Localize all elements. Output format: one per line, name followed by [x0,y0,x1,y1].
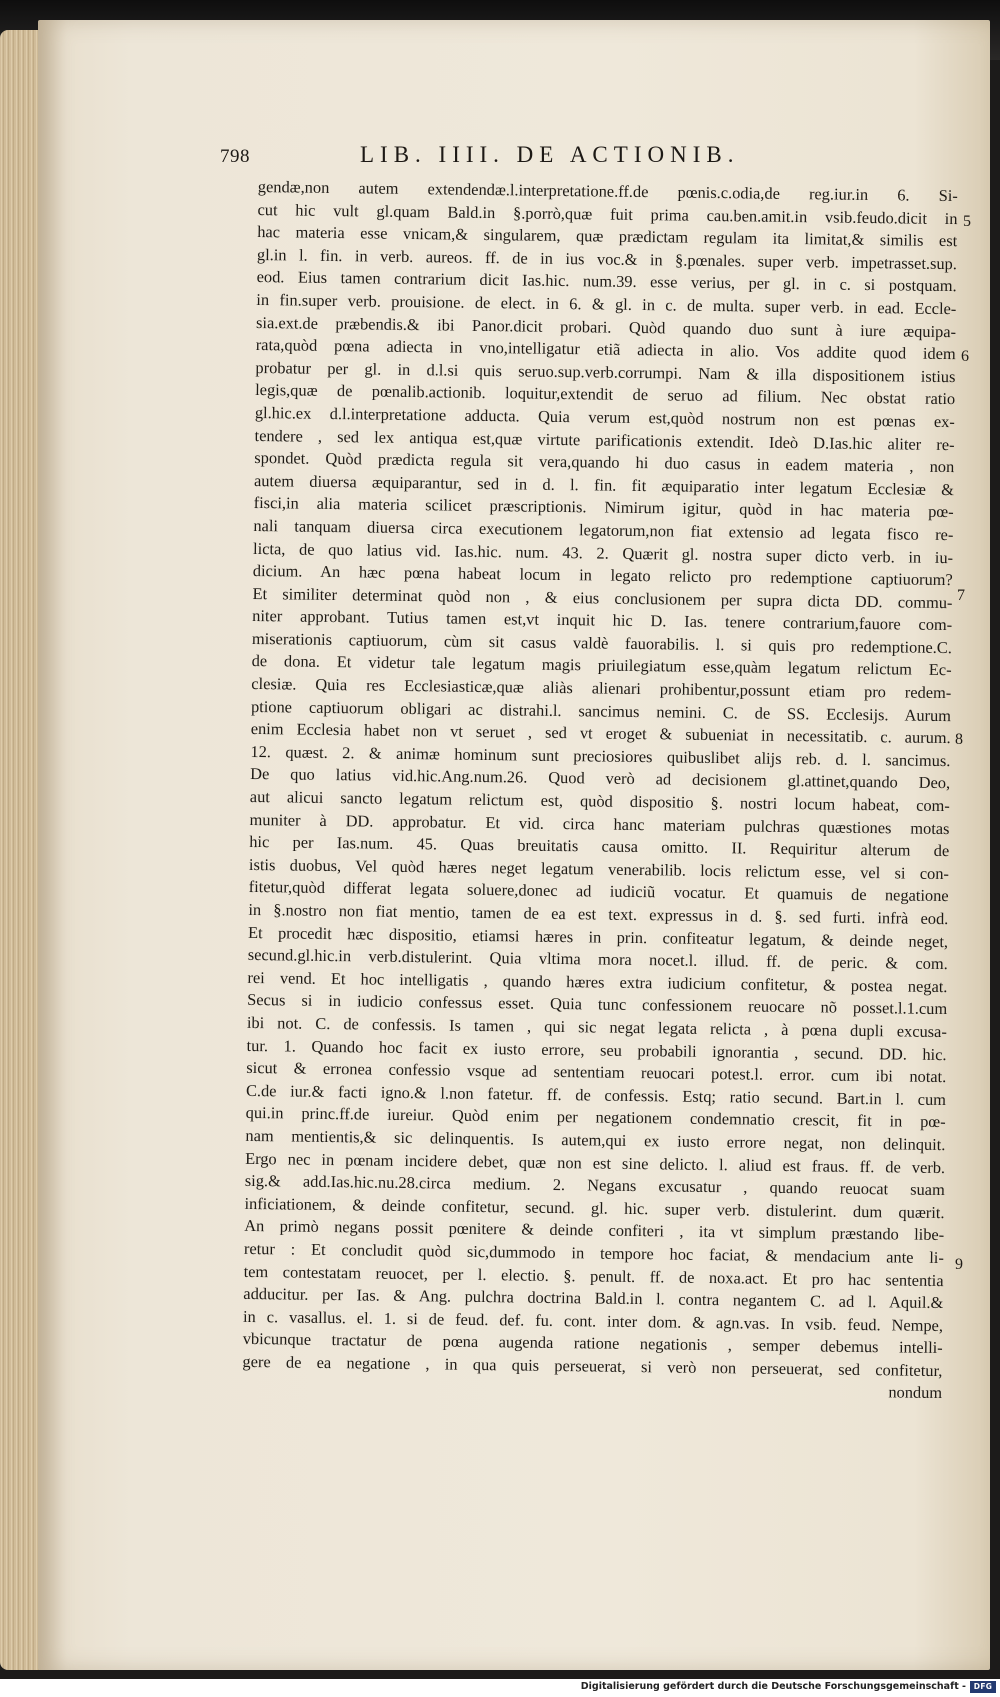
margin-number: 7 [957,587,965,604]
text-line: vbicunque tractatur de pœna augenda ratione negationis , semper debemus intelli- [242,1329,943,1358]
text-line: inficiationem, & deinde confitetur, secund. gl. hic. super verb. distulerint. dum quærit. [244,1193,945,1222]
text-line: secund.gl.hic.in verb.distulerint. Quia vltima mora nocet.l. illud. ff. de peric. & com. [247,945,948,974]
text-line: cut hic vult gl.quam Bald.in §.porrò,quæ fuit prima cau.ben.amit.in vsib.feudo.dicit in [257,199,958,228]
text-line: istis duobus, Vel quòd hæres neget legatum venerabilib. locis relictum esse, vel si con- [248,854,950,883]
text-line: legis,quæ de pœnalib.actionib. loquitur,extendit de seruo ad filium. Nec obstat ratio [255,380,956,409]
text-line: aut alicui sancto legatum relictum est, quòd dispositio §. nostri locum habeat, com- [249,786,950,816]
text-line: retur : Et concludit quòd sic,dummodo in tempore hoc faciat, & mendacium ante li- [243,1238,945,1267]
text-line: hac materia esse vnicam,& singularem, quæ prædictam regulam ita limitat,& similis est [257,222,958,251]
text-line: ptione captiuorum obligari ac distrahi.l. sancimus nemini. C. de SS. Ecclesijs. Aurum [250,696,952,725]
text-line: rei vend. Et hoc intelligatis , quando hæres extra iudicium confitetur, & postea negat. [247,967,948,996]
margin-number: 6 [961,348,969,365]
text-line: de dona. Et videtur tale legatum magis priuilegiatum esse,quàm legatum relictum Ec- [251,651,952,680]
margin-number: 9 [955,1256,963,1273]
text-line: probatur per gl. in d.l.si quis seruo.sup.verb.corrumpi. Nam & illa dispositionem istius [255,357,956,386]
text-line: niter approbant. Tutius tamen est,vt inquit hic D. Ias. tenere contrarium,fauore com- [252,606,953,635]
text-line: fitetur,quòd differat legata soluere,donec ad iudiciũ vocatur. Et quamuis de negatione [248,877,949,906]
text-line: tem contestatam reuocet, per l. electio. §. penult. ff. de noxa.act. Et pro hac sententia [243,1261,944,1290]
text-line: in §.nostro non fiat mentio, tamen de ea est text. expressus in d. §. sed furti. infrà eod. [248,899,949,929]
text-line: sia.ext.de præbendis.& ibi Panor.dicit probari. Quòd quando duo sunt à iure æquipa- [255,312,957,341]
text-line: Ergo nec in pœnam incidere debet, quæ non est sine delicto. l. aliud est fraus. ff. de verb. [245,1148,946,1177]
text-line: Et similiter determinat quòd non , & eius conclusionem per supra dicta DD. commu- [252,583,953,612]
text-line: in c. vasallus. el. 1. si de feud. def. fu. cont. inter dom. & agn.vas. In vsib. feud. Nempe, [242,1306,944,1335]
page-number: 798 [220,146,250,167]
text-line: nam mentientis,& sic delinquentis. Is autem,qui ex iusto errore negat, non delinquit. [245,1125,946,1155]
text-line: gl.hic.ex d.l.interpretatione adducta. Quia verum est,quòd nostrum non est pœnas ex- [254,402,955,432]
text-line: hic per Ias.num. 45. Quas breuitatis causa omitto. II. Requiritur alterum de [249,832,950,861]
text-line: De quo latius vid.hic.Ang.num.26. Quod verò ad decisionem gl.attinet,quando Deo, [250,764,951,793]
text-line: autem diuersa æquiparantur, sed in d. l. fin. fit æquiparatio inter legatum Ecclesiæ & [253,470,955,499]
text-line: nali tanquam diuersa circa executionem legatorum,non fiat extensio ad legata fisco re- [253,515,954,545]
text-line: Secus si in iudicio confessus esset. Quia tunc confessionem reuocare nõ posset.l.1.cum [247,990,948,1019]
text-line: miserationis captiuorum, cùm sit casus valdè fauorabilis. l. si quis pro redemptione.C. [251,628,953,657]
body-text [242,176,958,1405]
text-line: enim Ecclesia habet non vt seruet , sed vt eroget & subueniat in necessitatib. c. aurum. [250,719,951,748]
running-title: LIB. IIII. DE ACTIONIB. [360,142,740,167]
footer-credit: Digitalisierung gefördert durch die Deutsche Forschungsgemeinschaft - [580,1681,966,1692]
text-line: Et procedit hæc dispositio, etiamsi hæres in prin. confiteatur legatum, & deinde neget, [247,922,949,951]
text-line: rata,quòd pœna adiecta in vno,intelligatur etiã adiecta in alio. Vos addite quod idem [255,335,956,364]
text-line: fisci,in alia materia scilicet præscriptionis. Nimirum igitur, quòd in hac materia pœ- [253,493,954,522]
page-header [220,140,910,180]
text-line: An primò negans possit pœnitere & deinde confiteri , ita vt simplum præstando libe- [244,1216,945,1245]
text-line: dicium. An hæc pœna habeat locum in legato relicto pro redemptione captiuorum? [252,561,953,590]
text-line: gendæ,non autem extendendæ.l.interpretatione.ff.de pœnis.c.odia,de reg.iur.in 6. Si- [257,176,958,206]
text-line: clesiæ. Quia res Ecclesiasticæ,quæ aliàs alienari prohibentur,possunt etiam pro redem- [251,674,952,703]
text-line: gl.in l. fin. in verb. aureos. ff. de in ius voc.& in §.pœnales. super verb. impetrasset.sup. [256,244,958,273]
text-line: licta, de quo latius vid. Ias.hic. num. 43. 2. Quærit gl. nostra super dicto verb. in iu- [253,538,954,567]
text-line: spondet. Quòd prædicta regula sit vera,quando hi duo casus in eadem materia , non [254,448,955,477]
dfg-logo: DFG [970,1681,996,1693]
margin-number: 8 [955,731,963,748]
text-line: muniter à DD. approbatur. Et vid. circa hanc materiam pulchras quæstiones motas [249,809,950,838]
text-line: tur. 1. Quando hoc facit ex iusto errore, seu probabili ignorantia , secund. DD. hic. [246,1035,947,1064]
text-line: sig.& add.Ias.hic.nu.28.circa medium. 2. Negans excusatur , quando reuocat suam [244,1171,945,1200]
text-line: qui.in princ.ff.de iureiur. Quòd enim per negationem condemnatio crescit, fit in pœ- [245,1103,946,1132]
text-line: sicut & erronea confessio vsque ad sententiam reuocari potest.l. error. cum ibi notat. [246,1058,947,1087]
text-line: nondum [888,1382,943,1403]
text-line: tendere , sed lex antiqua est,quæ virtute parificationis extendit. Ideò D.Ias.hic aliter re- [254,425,955,454]
text-line: 12. quæst. 2. & animæ hominum sunt preciosiores quibuslibet alijs reb. d. l. sancimus. [250,741,951,770]
text-line: in fin.super verb. prouisione. de elect. in 6. & gl. in c. de multa. super verb. in ead. Eccle- [256,289,957,319]
text-line: C.de iur.& facti igno.& l.non fatetur. ff. de confessis. Estq; ratio secund. Bart.in l. cum [245,1080,947,1109]
text-line: eod. Eius tamen contrarium dicit Ias.hic. num.39. esse verius, per gl. in c. si postquam. [256,267,957,296]
text-line: ibi not. C. de confessis. Is tamen , qui sic negat legata relicta , à pœna dupli excusa- [246,1012,947,1042]
text-line: adducitur. per Ias. & Ang. pulchra doctrina Bald.in l. contra negantem C. ad l. Aquil.& [243,1283,944,1313]
margin-number: 5 [963,213,971,230]
text-line: gere de ea negatione , in qua quis perseuerat, si verò non perseuerat, sed confitetur, [242,1351,943,1380]
